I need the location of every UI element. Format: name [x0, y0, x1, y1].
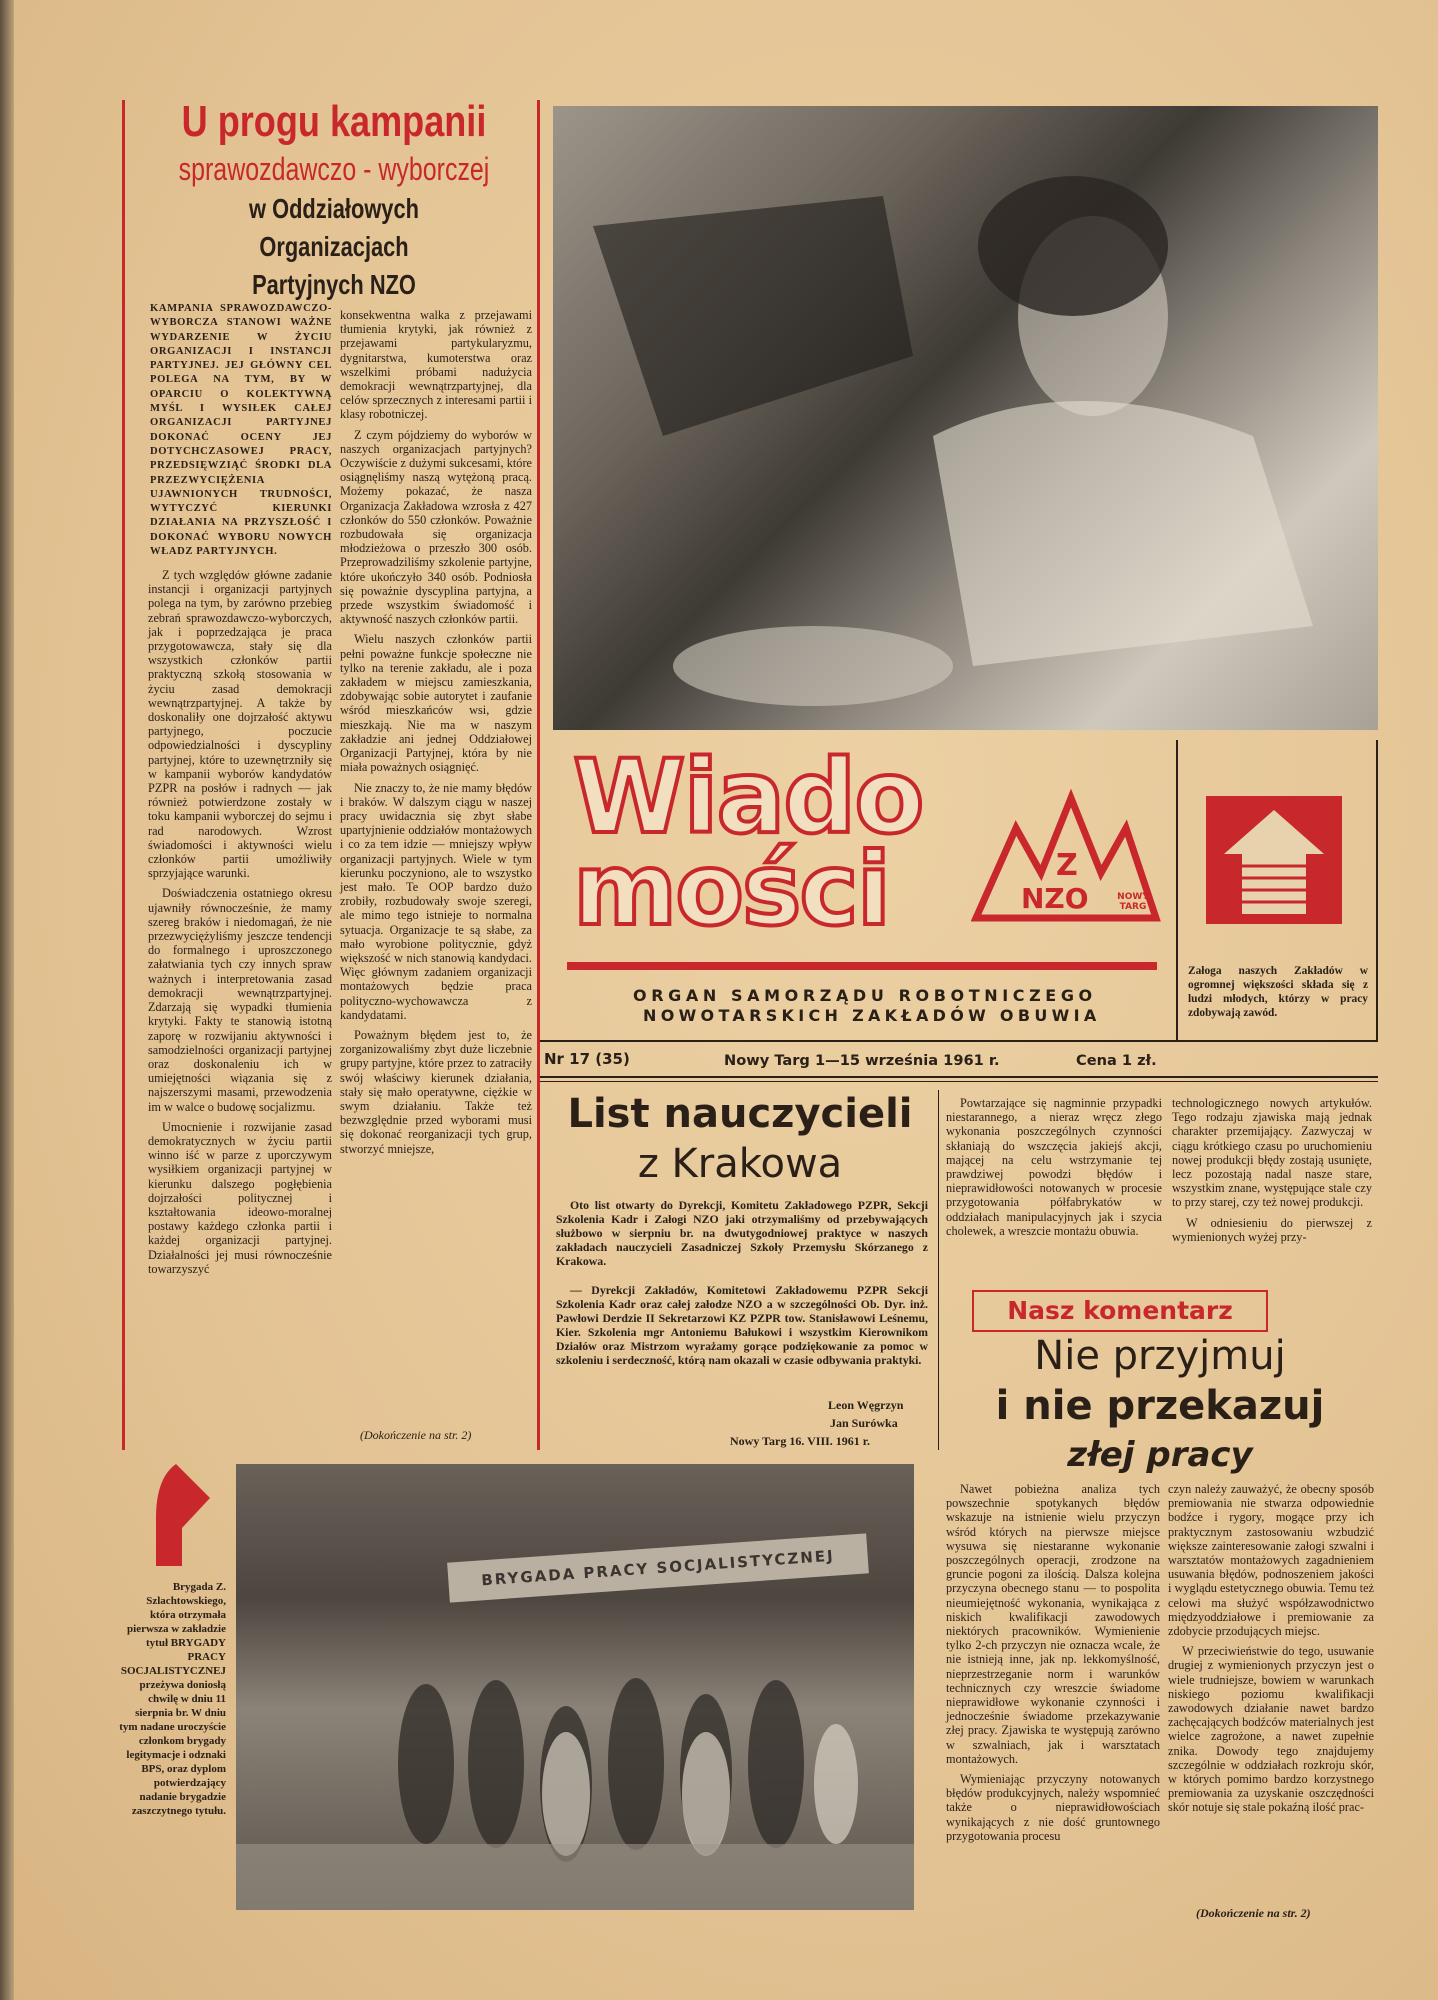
masthead-red-rule: [567, 962, 1157, 970]
article1-column2: [340, 308, 532, 1162]
logo-top-letter: Z: [1056, 848, 1078, 883]
article1-red-border-left: [122, 100, 125, 1450]
side-box-border-right: [1376, 740, 1378, 1040]
article1-column1: [148, 568, 332, 1282]
paragraph: Nawet pobieżna analiza tych powszechnie spotykanych błędów wskazuje na istnienie wielu przyczyn wśród których na pierwsze miejsce wysuwa się niestaranne wykonanie poszczególnych operacji, zrodzone na gruncie pogoni za ilością. Dalsza kolejna przyczyna obecnego stanu — to pospolita nieumiejętność wykonania, wynikająca z niskich kwalifikacji zawodowych niektórych pracowników. Wymienienie tylko 2-ch przyczyn nie oznacza wcale, że nie istnieją inne, jak np. lekkomyślność, nieprzestrzeganie norm i warunków technicznych czy wreszcie świadome nieprawidłowe wykonanie czynności i jednocześnie świadome przekazywanie złej pracy. Zjawiska te występują zarówno w szwalniach, jak i warsztatach montażowych.: [946, 1482, 1160, 1766]
masthead-title-line2: mości: [573, 831, 889, 948]
issue-line-bottom: [540, 1076, 1378, 1078]
paragraph: czyn należy zauważyć, że obecny sposób premiowania nie stwarza odpowiednie bodźce i rygory, mogące przy ich praktycznym zastosowaniu wzbudzić większe zainteresowanie załogi szwalni i warsztatów montażowych zagadnieniem usuwania błędów, podnoszeniem jakości i wyglądu estetycznego obuwia. Temu też celowi ma służyć współzawodnictwo międzyoddziałowe i premiowanie za zdobycie przodujących miejsc.: [1168, 1482, 1374, 1639]
red-arrow-right-graphic: [152, 1458, 214, 1568]
paragraph: Nie znaczy to, że nie mamy błędów i braków. W dalszym ciągu w naszej pracy uwidacznia się zbyt słabe upartyjnienie oddziałów montażowych i co za tem idzie — mniejszy wpływ organizacji partyjnych. Wiele w tym kierunku poczyniono, ale to wszystko jest mało. Te OOP bardzo dużo zrobiły, rozbudowały swoje szeregi, ale mimo tego istnieje to normalna sytuacja. Organizacje te są słabe, za mało wyrobione politycznie, gdyż większość w nich stanowią kandydaci. Więc głównym zadaniem organizacji montażowych będzie praca polityczno-wychowawcza z kandydatami.: [340, 780, 532, 1022]
article3-headline-line2: i nie przekazuj: [995, 1383, 1325, 1429]
paragraph: Z czym pójdziemy do wyborów w naszych organizacjach partyjnych? Oczywiście z dużymi sukcesami, które osiągnęliśmy naszą wytężoną pracą. Możemy pokazać, że nasza Organizacja Zakładowa wzrosła z 427 członków do 550 członków. Poważnie rozbudowała się organizacja młodzieżowa o przeszło 300 osób. Przeprowadziliśmy szkolenie partyjne, które ukończyło 340 osób. Podniosła się poważnie dyscyplina partyjna, a przede wszystkim świadomość i aktywność naszych członków partii.: [340, 427, 532, 627]
issue-line-bottom2: [540, 1081, 1378, 1082]
logo-caption: NOWY TARG: [1117, 892, 1149, 912]
logo-letters: NZO: [1021, 882, 1089, 915]
article2-headline-line1: List nauczycieli: [567, 1091, 913, 1137]
paragraph: W odniesieniu do pierwszej z wymienionych wyżej przy-: [1172, 1215, 1372, 1244]
article3-continued: (Dokończenie na str. 2): [1196, 1906, 1311, 1920]
article3-headline-line3: złej pracy: [1067, 1435, 1253, 1475]
nasz-komentarz-kicker: Nasz komentarz: [972, 1290, 1268, 1332]
article1-continued: (Dokończenie na str. 2): [360, 1428, 472, 1442]
paragraph: Wymieniając przyczyny notowanych błędów produkcyjnych, należy wspomnieć także o nieprawidłowościach wynikających z nie dość gruntownego przygotowania procesu: [946, 1772, 1160, 1843]
masthead: [553, 740, 1163, 1032]
article2-headline-line2: z Krakowa: [637, 1141, 843, 1187]
article3-col2: [1168, 1482, 1374, 1821]
photo-illustration: [553, 106, 1378, 730]
headline-line4: Partyjnych NZO: [252, 269, 416, 300]
article2-signature-1: Leon Węgrzyn: [828, 1398, 904, 1412]
side-box-border-left: [1176, 740, 1178, 1040]
headline-line1: U progu kampanii: [181, 97, 487, 146]
article3-col1: [946, 1482, 1160, 1849]
masthead-subtitle-line1: ORGAN SAMORZĄDU ROBOTNICZEGO: [633, 986, 1097, 1005]
article3-top-col2: [1172, 1096, 1372, 1250]
paragraph: Poważnym błędem jest to, że zorganizowaliśmy zbyt duże liczebnie grupy partyjne, które przez to zatraciły swój właściwy kierunek działania, stały się mało operatywne, ciężkie w swym działaniu. Także też bezwzględnie przed wyborami musi się dokonać reorganizacji tych grup, stworzyć mniejsze,: [340, 1027, 532, 1156]
seamstress-photo: [553, 106, 1378, 730]
issue-number: Nr 17 (35): [544, 1050, 630, 1068]
arrow-up-icon: [1206, 796, 1342, 924]
photo-caption: Brygada Z. Szlachtowskiego, która otrzymała pierwsza w zakładzie tytuł BRYGADY PRACY SOCJALISTYCZNEJ przeżywa doniosłą chwilę w dniu 11 sierpnia br. W dniu tym nadane uroczyście członkom brygady legitymacje i odznaki BPS, oraz dyplom potwierdzający nadanie brygadzie zaszczytnego tytułu.: [119, 1581, 226, 1817]
article1-headline: [130, 96, 538, 304]
banner-text: BRYGADA PRACY SOCJALISTYCZNEJ: [480, 1546, 836, 1590]
article2-divider: [938, 1090, 939, 1450]
article2-letter: — Dyrekcji Zakładów, Komitetowi Zakładowemu PZPR Sekcji Szkolenia Kadr oraz całej załodze NZO a w szczególności Ob. Dyr. inż. Pawłowi Derdzie II Sekretarzowi KZ PZPR tow. Stanisławowi Leśnemu, Kier. Szkolenia mgr Antoniemu Bałukowi i wszystkim Kierownikom Działów oraz Mistrzom wyrażamy gorące podziękowanie za pomoc w szkoleniu i serdeczność, którą nam okazali w czasie odbywania praktyki.: [556, 1283, 928, 1367]
arrow-up-graphic: [1206, 796, 1342, 924]
paragraph: W przeciwieństwie do tego, usuwanie drugiej z wymienionych przyczyn jest o wiele trudniejsze, bowiem w warunkach niskiego poziomu kwalifikacji zawodowych działanie nawet bardzo zachęcających bodźców materialnych jest wielce zagrożone, a nawet zupełnie znika. Dowody tego znajdujemy szczególnie w oddziałach rozkroju skór, w których pomimo bardzo korzystnego premiowania za uzyskanie oszczędności skór notuje się stale pokaźną ilość prac-: [1168, 1644, 1374, 1815]
article1-lead: KAMPANIA SPRAWOZDAWCZO-WYBORCZA STANOWI WAŻNE WYDARZENIE W ŻYCIU ORGANIZACJI I INSTANCJI PARTYJNEJ. JEJ GŁÓWNY CEL POLEGA NA TYM, BY W OPARCIU O KOLEKTYWNĄ MYŚL I WYSIŁEK CAŁEJ ORGANIZACJI PARTYJNEJ DOKONAĆ OCENY JEJ DOTYCHCZASOWEJ PRACY, PRZEDSIĘWZIĄĆ ŚRODKI DLA PRZEZWYCIĘŻENIA UJAWNIONYCH TRUDNOŚCI, WYTYCZYĆ KIERUNKI DZIAŁANIA NA PRZYSZŁOŚĆ I DOKONAĆ WYBORU NOWYCH WŁADZ PARTYJNYCH.: [150, 303, 332, 558]
issue-price: Cena 1 zł.: [1076, 1052, 1157, 1069]
side-box-border-bottom: [1176, 1040, 1378, 1042]
paragraph: Z tych względów główne zadanie instancji i organizacji partyjnych polega na tym, by zarówno przebieg zebrań sprawozdawczo-wyborczych, jak i poprzedzająca je praca przygotowawcza, stały się dla wszystkich członków partii praktyczną szkołą stosowania w życiu zasad demokracji wewnątrzpartyjnej. A także by doskonaliły one dojrzałość aktywu partyjnego, poczucie odpowiedzialności i dyscypliny partyjnej, które to uzewnętrzniły się w kampanii wyborów kandydatów PZPR na posłów i radnych — jak również potwierdzone zostały w toku kampanii wyborczej do sejmu i rad narodowych. Wzrost świadomości i aktywności wielu członków partii umożliwiły sprzyjające warunki.: [148, 568, 332, 881]
issue-line-top: [540, 1040, 1178, 1042]
paragraph: Wielu naszych członków partii pełni poważne funkcje społeczne nie tylko na terenie zakładu, ale i poza zakładem w miejscu zamieszkania, zdobywając sobie autorytet i zaufanie wśród mieszkańców wsi, gdzie mieszkają. Nie ma w naszym zakładzie ani jednej Oddziałowej Organizacji Partyjnej, która by nie miała poważnych osiągnięć.: [340, 632, 532, 775]
paragraph: technologicznego nowych artykułów. Tego rodzaju zjawiska mają jednak charakter przemijający. Zazwyczaj w ciągu krótkiego czasu po uruchomieniu nowej produkcji błędy zostają usunięte, lecz pozostają nadal nasze stare, wszystkim znane, występujące stale czy to przy starej, czy też nowej produkcji.: [1172, 1096, 1372, 1210]
headline-line3: w Oddziałowych Organizacjach: [249, 193, 419, 262]
paragraph: konsekwentna walka z przejawami tłumienia krytyki, jak również z przejawami partykularyzmu, dygnitarstwa, kumoterstwa oraz wszelkimi próbami nadużycia demokracji wewnątrzpartyjnej, dla celów sprzecznych z interesami partii i klasy robotniczej.: [340, 308, 532, 422]
article2-signature-2: Jan Surówka: [830, 1416, 898, 1430]
arrow-right-icon: [152, 1458, 214, 1568]
article3-headline-line1: Nie przyjmuj: [1034, 1333, 1286, 1379]
article2-signature-date: Nowy Targ 16. VIII. 1961 r.: [730, 1434, 871, 1448]
issue-place-date: Nowy Targ 1—15 września 1961 r.: [724, 1052, 1000, 1069]
side-box-caption: Załoga naszych Zakładów w ogromnej większości składa się z ludzi młodych, którzy w pracy zdobywają zawód.: [1188, 965, 1368, 1019]
left-page-edge: [0, 0, 14, 2000]
paragraph: Umocnienie i rozwijanie zasad demokratycznych w życiu partii winno iść w parze z uporczywym wysiłkiem organizacji partyjnej w kierunku dalszego pogłębienia dojrzałości politycznej i kształtowania ideowo-moralnej postawy każdego członka partii i każdej organizacji partyjnej. Działalności jej musi równocześnie towarzyszyć: [148, 1119, 332, 1276]
photo-people: [236, 1464, 914, 1910]
paragraph: Doświadczenia ostatniego okresu ujawniły równocześnie, że mamy szereg braków i niedomagań, że nie przezwyciężyliśmy jeszcze tendencji do formalnego i uproszczonego załatwiania tych czy innych spraw ważnych i interpretowania zasad demokracji wewnątrzpartyjnej. Zdarzają się wypadki tłumienia krytyki. Fakty te stanowią istotną zaporę w rozwijaniu aktywności i samodzielności organizacji partyjnej oraz doskonaleniu ich w umiejętności wiązania się z najszerszymi masami, przewodzenia im w walce o budowę socjalizmu.: [148, 886, 332, 1114]
article3-top-col1: Powtarzające się nagminnie przypadki niestarannego, a nieraz wręcz złego wykonania poszczególnych czynności skłaniają do wszczęcia jakiejś akcji, mającej na celu wstrzymanie tej prawdziwej powodzi błędów i nieprawidłowości notowanych w procesie przygotowania półfabrykatów w oddziałach manipulacyjnych jak i szycia cholewek, a wreszcie montażu obuwia.: [946, 1096, 1162, 1238]
article2-intro: Oto list otwarty do Dyrekcji, Komitetu Zakładowego PZPR, Sekcji Szkolenia Kadr i Załogi NZO jaki otrzymaliśmy od przebywających służbowo w sierpniu br. na dwutygodniowej praktyce w naszych zakładach nauczycieli Zasadniczej Szkoły Przemysłu Skórzanego z Krakowa.: [556, 1198, 928, 1268]
brigade-photo: [236, 1464, 914, 1910]
headline-line2: sprawozdawczo - wyborczej: [178, 151, 490, 187]
masthead-subtitle-line2: NOWOTARSKICH ZAKŁADÓW OBUWIA: [643, 1006, 1101, 1025]
masthead-title-line1: Wiado: [573, 738, 923, 857]
